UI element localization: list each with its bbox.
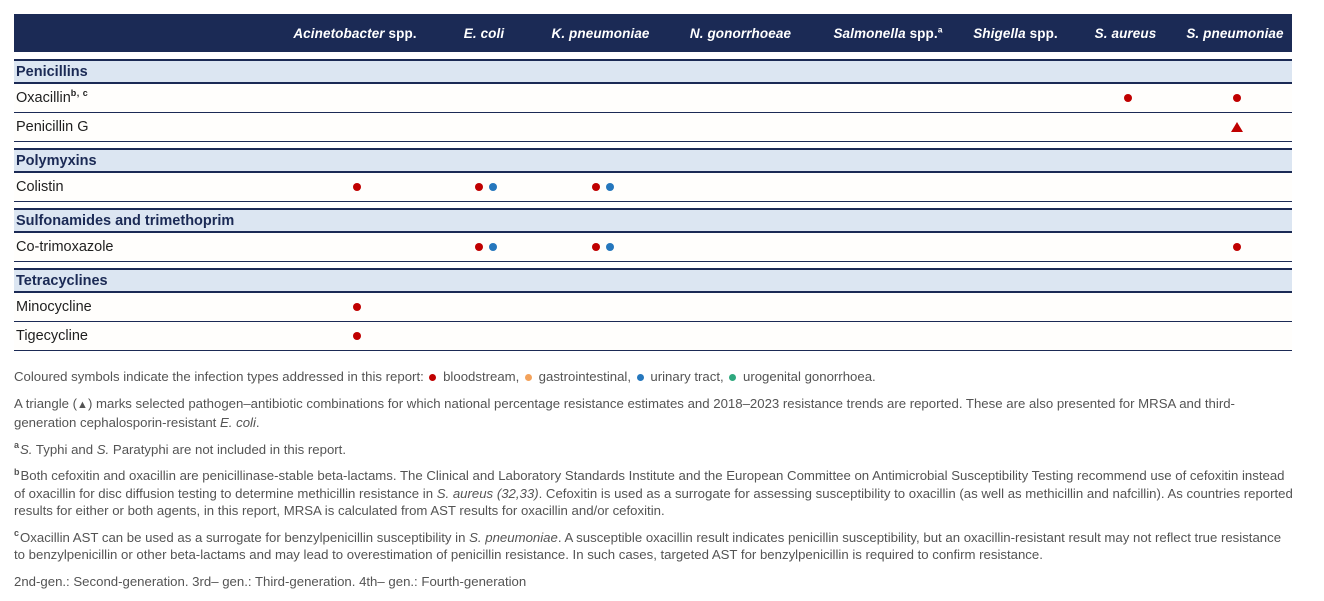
bloodstream-dot bbox=[1124, 94, 1132, 102]
section-title: Tetracyclines bbox=[16, 272, 108, 289]
gastrointestinal-legend-dot bbox=[525, 374, 532, 381]
bloodstream-dot bbox=[592, 183, 600, 191]
footnote-a: $^a$S. Typhi and S. Paratyphi are not included in this report. bbox=[14, 440, 347, 457]
column-header-shigella-spp: Shigella spp. bbox=[973, 25, 1058, 41]
cell-colistin-e-coli bbox=[432, 183, 540, 191]
legend-note: Coloured symbols indicate the infection types addressed in this report: bloodstream, gastrointestinal, urinary tract, urogenital gonorrhoea. bbox=[14, 369, 876, 384]
table-body bbox=[14, 59, 1292, 351]
section-row-tetracyclines bbox=[14, 268, 1292, 293]
cell-co-trimoxazole-s-pneumoniae bbox=[1180, 243, 1294, 251]
antibiotic-label-tigecycline: Tigecycline bbox=[16, 328, 88, 344]
urogenital-gonorrhoea-legend-dot bbox=[729, 374, 736, 381]
antibiotic-label-oxacillin: Oxacillin$^{b, c}$ bbox=[16, 88, 89, 106]
cell-co-trimoxazole-e-coli bbox=[432, 243, 540, 251]
bloodstream-dot bbox=[1233, 94, 1241, 102]
column-header-n-gonorrhoeae: N. gonorrhoeae bbox=[689, 25, 792, 41]
urinary-tract-dot bbox=[489, 243, 497, 251]
bloodstream-dot bbox=[353, 332, 361, 340]
cell-minocycline-acinetobacter-spp bbox=[282, 303, 432, 311]
bloodstream-legend-dot bbox=[429, 374, 436, 381]
antibiotic-label-penicillin-g: Penicillin G bbox=[16, 119, 89, 135]
section-row-sulfonamides-and-trimethoprim bbox=[14, 208, 1292, 233]
bloodstream-dot bbox=[353, 303, 361, 311]
column-header-s-aureus: S. aureus bbox=[1094, 25, 1157, 41]
section-title: Penicillins bbox=[16, 63, 88, 80]
table-row-penicillin-g bbox=[14, 113, 1292, 142]
urinary-tract-dot bbox=[606, 183, 614, 191]
urinary-tract-legend-dot bbox=[637, 374, 644, 381]
antibiotic-label-co-trimoxazole: Co-trimoxazole bbox=[16, 239, 114, 255]
cell-oxacillin-s-aureus bbox=[1075, 94, 1180, 102]
column-header-acinetobacter-spp: Acinetobacter spp. bbox=[293, 25, 417, 41]
cell-tigecycline-acinetobacter-spp bbox=[282, 332, 432, 340]
cell-oxacillin-s-pneumoniae bbox=[1180, 94, 1294, 102]
section-row-penicillins bbox=[14, 59, 1292, 84]
footnote-c: $^c$Oxacillin AST can be used as a surrogate for benzylpenicillin susceptibility in S. pneumoniae. A susceptible oxacillin result indicates penicillin susceptibility, but an oxacillin-resistant result may not reflect true resistance to benzylpenicillin or other beta-lactams and may lead to overestimation of penicillin resistance. In such cases, targeted AST for benzylpenicillin is required to confirm resistance. bbox=[14, 528, 1282, 562]
antibiotic-label-minocycline: Minocycline bbox=[16, 299, 92, 315]
table-row-oxacillin bbox=[14, 84, 1292, 113]
table-row-tigecycline bbox=[14, 322, 1292, 351]
triangle-note: A triangle (▲) marks selected pathogen–antibiotic combinations for which national percentage resistance estimates and 2018–2023 resistance trends are reported. These are also presented for MRSA and third-generation cephalosporin-resistant E. coli. bbox=[14, 395, 1235, 430]
urinary-tract-dot bbox=[489, 183, 497, 191]
antibiotic-label-colistin: Colistin bbox=[16, 179, 64, 195]
generation-note: 2nd-gen.: Second-generation. 3rd– gen.: Third-generation. 4th– gen.: Fourth-generation bbox=[14, 573, 527, 589]
footnote-b: $^b$Both cefoxitin and oxacillin are penicillinase-stable beta-lactams. The Clinical and Laboratory Standards Institute and the European Committee on Antimicrobial Susceptibility Testing recommend use of cefoxitin instead of oxacillin for disc diffusion testing to determine methicillin resistance in S. aureus (32,33). Cefoxitin is used as a surrogate for assessing susceptibility to oxacillin (as well as methicillin and nafcillin). As countries reported results for either or both agents, in this report, MRSA is calculated from AST results for oxacillin and/or cefoxitin. bbox=[14, 466, 1293, 518]
column-header-salmonella-spp: Salmonella spp.$^a$ bbox=[833, 24, 943, 41]
table-row-minocycline bbox=[14, 293, 1292, 322]
cell-penicillin-g-s-pneumoniae bbox=[1180, 122, 1294, 132]
column-header-k-pneumoniae: K. pneumoniae bbox=[551, 25, 650, 41]
bloodstream-dot bbox=[475, 243, 483, 251]
bloodstream-dot bbox=[592, 243, 600, 251]
pathogen-header-row bbox=[14, 14, 1292, 52]
cell-co-trimoxazole-k-pneumoniae bbox=[540, 243, 665, 251]
section-row-polymyxins bbox=[14, 148, 1292, 173]
table-row-colistin bbox=[14, 173, 1292, 202]
column-header-e-coli: E. coli bbox=[463, 25, 505, 41]
section-title: Sulfonamides and trimethoprim bbox=[16, 212, 235, 229]
footnotes bbox=[14, 368, 1294, 590]
section-title: Polymyxins bbox=[16, 152, 97, 169]
antibiotic-pathogen-table bbox=[14, 14, 1292, 351]
urinary-tract-dot bbox=[606, 243, 614, 251]
bloodstream-dot bbox=[1233, 243, 1241, 251]
trend-triangle-icon bbox=[1231, 122, 1243, 132]
cell-colistin-acinetobacter-spp bbox=[282, 183, 432, 191]
bloodstream-dot bbox=[475, 183, 483, 191]
table-row-co-trimoxazole bbox=[14, 233, 1292, 262]
column-header-s-pneumoniae: S. pneumoniae bbox=[1186, 25, 1284, 41]
cell-colistin-k-pneumoniae bbox=[540, 183, 665, 191]
bloodstream-dot bbox=[353, 183, 361, 191]
